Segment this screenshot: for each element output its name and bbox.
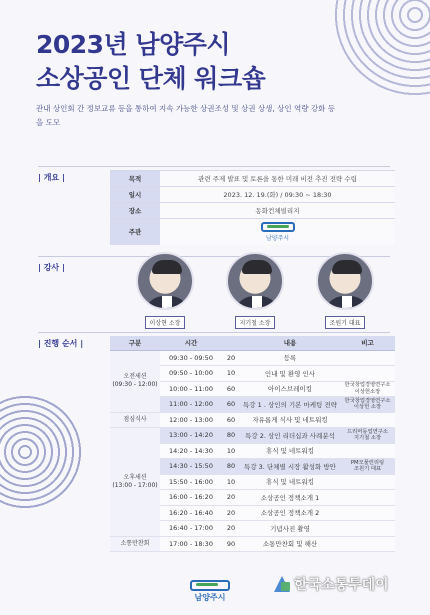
row-minutes: 20 — [222, 490, 240, 506]
schedule-table — [110, 336, 395, 552]
session-label: 오후세션 (13:00 - 17:00) — [110, 428, 160, 537]
speaker-photo — [136, 252, 194, 310]
poster-title — [36, 28, 265, 96]
schedule-row — [110, 412, 395, 428]
overview-key: 주관 — [110, 219, 160, 245]
watermark — [272, 574, 389, 594]
row-content: 자유롭게 식사 및 네트워킹 — [240, 412, 340, 428]
row-note — [340, 366, 395, 382]
overview-key: 일시 — [110, 187, 160, 203]
overview-row — [110, 203, 395, 219]
overview-table — [110, 170, 395, 245]
row-note — [340, 521, 395, 537]
organizer-name: 남양주시 — [265, 234, 290, 242]
header-content: 내용 — [240, 336, 340, 350]
row-time: 14:30 - 15:50 — [160, 459, 222, 475]
speaker-name: 조원기 대표 — [325, 316, 366, 329]
header-time: 시간 — [160, 336, 222, 350]
row-minutes: 20 — [222, 521, 240, 537]
row-minutes: 90 — [222, 536, 240, 552]
row-note — [340, 505, 395, 521]
row-note: PM모물린리팅 조원기 대표 — [340, 459, 395, 475]
title-line-2: 소상공인 단체 워크숍 — [36, 64, 266, 93]
header-minutes — [222, 336, 240, 350]
row-minutes: 10 — [222, 366, 240, 382]
row-minutes: 20 — [222, 505, 240, 521]
row-time: 11:00 - 12:00 — [160, 397, 222, 413]
overview-key: 목적 — [110, 171, 160, 187]
row-note — [340, 536, 395, 552]
session-label: 소통만찬회 — [110, 536, 160, 552]
row-time: 16:00 - 16:20 — [160, 490, 222, 506]
row-note — [340, 443, 395, 459]
footer-logo-text: 남양주시 — [194, 593, 226, 602]
row-minutes: 10 — [222, 474, 240, 490]
row-minutes: 10 — [222, 443, 240, 459]
speaker-name: 지기철 소장 — [235, 316, 276, 329]
section-label-speakers: | 강사 | — [38, 263, 65, 272]
footer-logo — [190, 580, 230, 603]
row-minutes: 60 — [222, 381, 240, 397]
section-divider — [38, 332, 390, 333]
speaker-card — [224, 252, 286, 329]
row-minutes: 60 — [222, 397, 240, 413]
overview-key: 장소 — [110, 203, 160, 219]
row-time: 13:00 - 14:20 — [160, 428, 222, 444]
session-label: 오전세션 (09:30 - 12:00) — [110, 350, 160, 412]
row-time: 16:20 - 16:40 — [160, 505, 222, 521]
schedule-row — [110, 536, 395, 552]
decorative-swirl — [330, 0, 430, 100]
row-time: 14:20 - 14:30 — [160, 443, 222, 459]
row-note — [340, 350, 395, 366]
overview-row — [110, 219, 395, 245]
row-content: 기념사진 촬영 — [240, 521, 340, 537]
row-time: 09:30 - 09:50 — [160, 350, 222, 366]
row-content: 소상공인 정책소개 1 — [240, 490, 340, 506]
schedule-row — [110, 428, 395, 444]
overview-value: 관련 주제 발표 및 토론을 통한 미래 비전 추진 전략 수립 — [160, 171, 395, 187]
row-note: 한국창업경영연구소 이상헌 소장 — [340, 397, 395, 413]
row-time: 09:50 - 10:00 — [160, 366, 222, 382]
row-content: 특강 1 . 상인의 기본 마케팅 전략 — [240, 397, 340, 413]
namyangju-logo-icon — [190, 580, 230, 591]
watermark-logo-icon — [272, 574, 290, 594]
speaker-card — [134, 252, 196, 329]
row-content: 특강 2. 상인 리더십과 사례분석 — [240, 428, 340, 444]
schedule-row — [110, 350, 395, 366]
speaker-photo — [316, 252, 374, 310]
speaker-photo — [226, 252, 284, 310]
row-minutes: 60 — [222, 412, 240, 428]
section-label-schedule: | 진행 순서 | — [38, 339, 84, 348]
row-content: 소상공인 정책소개 2 — [240, 505, 340, 521]
row-content: 소통만찬회 및 해산 — [240, 536, 340, 552]
row-minutes: 80 — [222, 428, 240, 444]
row-content: 등록 — [240, 350, 340, 366]
row-note: 한국창업경영연구소 이상헌소장 — [340, 381, 395, 397]
overview-value: 2023. 12. 19.(화) / 09:30 ~ 18:30 — [160, 187, 395, 203]
row-content: 인내 및 환영 인사 — [240, 366, 340, 382]
overview-value: 동화컨체빌리지 — [160, 203, 395, 219]
row-minutes: 20 — [222, 350, 240, 366]
namyangju-logo — [261, 222, 295, 242]
row-time: 17:00 - 18:30 — [160, 536, 222, 552]
row-note — [340, 412, 395, 428]
row-content: 특강 3. 단체별 시장 활성화 방안 — [240, 459, 340, 475]
row-content: 휴식 및 네트워킹 — [240, 443, 340, 459]
header-category: 구분 — [110, 336, 160, 350]
section-divider — [38, 166, 390, 167]
watermark-text: 한국소통투데이 — [294, 577, 389, 593]
row-note — [340, 474, 395, 490]
row-note — [340, 490, 395, 506]
row-minutes: 80 — [222, 459, 240, 475]
row-time: 16:40 - 17:00 — [160, 521, 222, 537]
session-label: 점심식사 — [110, 412, 160, 428]
header-note: 비고 — [340, 336, 395, 350]
schedule-header-row — [110, 336, 395, 350]
decorative-swirl — [0, 392, 85, 512]
title-line-1: 2023년 남양주시 — [36, 30, 231, 59]
section-label-overview: | 개요 | — [38, 173, 65, 182]
overview-row — [110, 187, 395, 203]
row-time: 10:00 - 11:00 — [160, 381, 222, 397]
speaker-card — [314, 252, 376, 329]
poster-subtitle: 관내 상인회 간 정보교류 등을 통하여 지속 가능한 상권조성 및 상권 상생, 상인 역량 강화 등을 도모 — [36, 104, 335, 127]
speaker-name: 이상현 소장 — [145, 316, 186, 329]
row-note: 드리머동업연구소 지기철 소장 — [340, 428, 395, 444]
row-time: 12:00 - 13:00 — [160, 412, 222, 428]
row-content: 아이스브레이킹 — [240, 381, 340, 397]
row-content: 휴식 및 네트워킹 — [240, 474, 340, 490]
row-time: 15:50 - 16:00 — [160, 474, 222, 490]
overview-value — [160, 219, 395, 245]
namyangju-logo-icon — [261, 222, 295, 232]
overview-row — [110, 171, 395, 187]
